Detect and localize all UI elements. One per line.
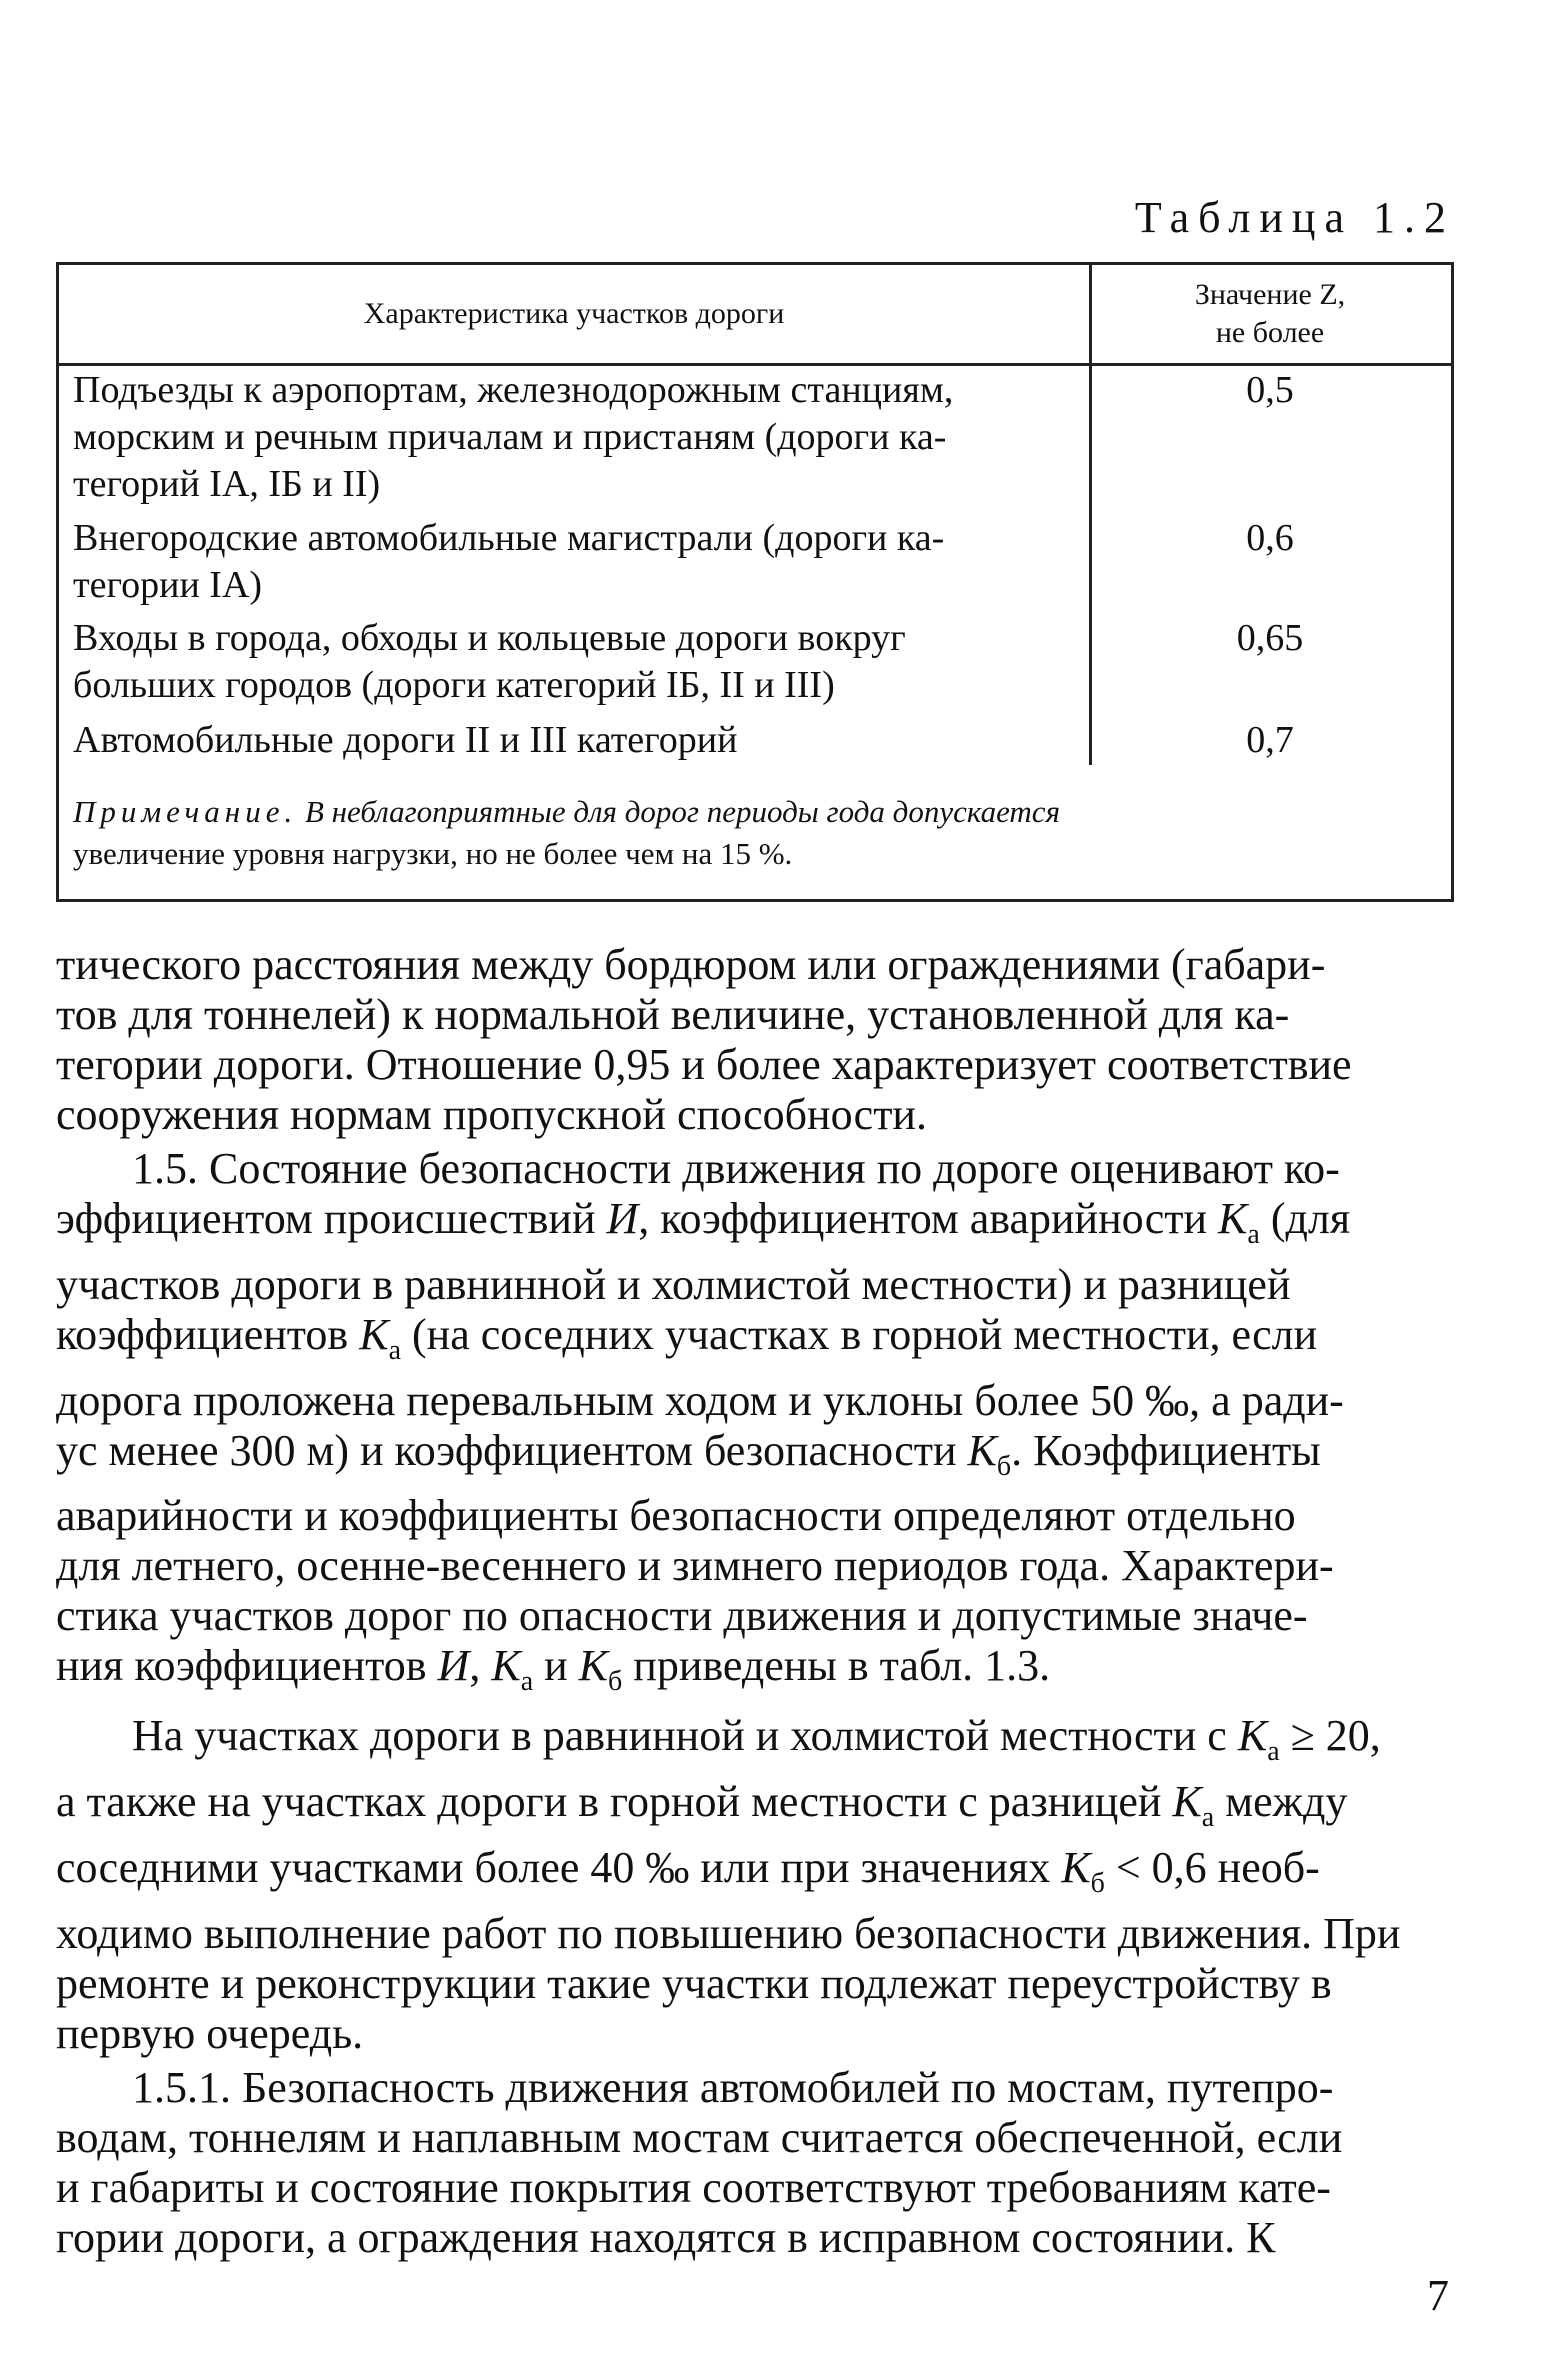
table-caption: Таблица 1.2 bbox=[1134, 193, 1455, 242]
symbol-k: K bbox=[967, 1425, 997, 1475]
page-number: 7 bbox=[1427, 2271, 1449, 2320]
note-text: увеличение уровня нагрузки, но не более чем на 15 %. bbox=[73, 836, 793, 871]
paragraph-line bbox=[56, 1711, 1451, 1777]
body-text bbox=[56, 940, 1451, 2263]
paragraph-line: ходимо выполнение работ по повышению безопасности движения. При bbox=[56, 1908, 1401, 1958]
row-text bbox=[73, 615, 1078, 709]
row-line: тегорий IA, IБ и II) bbox=[73, 463, 381, 505]
row-line: Внегородские автомобильные магистрали (дороги ка- bbox=[73, 517, 945, 559]
text-span: ≥ 20, bbox=[1279, 1711, 1381, 1761]
row-line: тегории IA) bbox=[73, 564, 263, 606]
paragraph-line: тегории дороги. Отношение 0,95 и более характеризует соответствие bbox=[56, 1040, 1352, 1089]
text-span: эффициентом происшествий bbox=[56, 1194, 607, 1243]
header-characteristic: Характеристика участков дороги bbox=[363, 297, 785, 330]
row-value: 0,65 bbox=[1236, 617, 1304, 659]
symbol-k: K bbox=[578, 1641, 609, 1691]
subscript: а bbox=[1247, 1218, 1260, 1250]
paragraph-line bbox=[56, 1426, 1451, 1492]
header-value bbox=[1089, 265, 1451, 363]
subscript: б bbox=[996, 1450, 1012, 1482]
text-span: ния коэффициентов bbox=[56, 1641, 438, 1691]
symbol-k: K bbox=[1061, 1842, 1091, 1892]
row-value: 0,5 bbox=[1246, 369, 1294, 411]
table-header bbox=[59, 265, 1451, 366]
paragraph-line: дорога проложена перевальным ходом и уклоны более 50 ‰, а ради- bbox=[56, 1375, 1344, 1425]
row-line: больших городов (дороги категорий IБ, II и III) bbox=[73, 664, 835, 706]
symbol-k: K bbox=[1237, 1711, 1268, 1761]
paragraph-line: 1.5. Состояние безопасности движения по дороге оценивают ко- bbox=[132, 1144, 1340, 1193]
subscript: а bbox=[388, 1334, 402, 1366]
row-value: 0,6 bbox=[1246, 517, 1294, 559]
subscript: б bbox=[1090, 1867, 1105, 1899]
paragraph-line: участков дороги в равнинной и холмистой местности) и разницей bbox=[56, 1259, 1291, 1309]
symbol-k: K bbox=[1172, 1776, 1202, 1826]
paragraph-line: и габариты и состояние покрытия соответствуют требованиям кате- bbox=[56, 2162, 1331, 2212]
paragraph-line: для летнего, осенне-весеннего и зимнего периодов года. Характери- bbox=[56, 1541, 1334, 1591]
paragraph-line bbox=[56, 1843, 1451, 1909]
subscript: б bbox=[608, 1666, 623, 1698]
paragraph-line: аварийности и коэффициенты безопасности определяют отдельно bbox=[56, 1491, 1296, 1541]
paragraph-line: ремонте и реконструкции такие участки подлежат переустройству в bbox=[56, 1958, 1332, 2008]
symbol-k: K bbox=[359, 1309, 389, 1359]
text-span: соседними участками более 40 ‰ или при значениях bbox=[56, 1842, 1062, 1892]
subscript: а bbox=[1267, 1735, 1280, 1767]
text-span: между bbox=[1214, 1776, 1348, 1826]
text-span: коэффициентов bbox=[56, 1309, 360, 1359]
text-span: . Коэффициенты bbox=[1011, 1425, 1321, 1475]
paragraph-line: 1.5.1. Безопасность движения автомобилей по мостам, путепро- bbox=[132, 2062, 1334, 2112]
text-span: и bbox=[533, 1641, 579, 1691]
paragraph-line: водам, тоннелям и наплавным мостам считается обеспеченной, если bbox=[56, 2112, 1343, 2162]
paragraph-line: первую очередь. bbox=[56, 2008, 364, 2058]
symbol-k: K bbox=[491, 1641, 521, 1691]
paragraph-line bbox=[56, 1641, 1451, 1707]
table-note bbox=[73, 791, 1433, 875]
subscript: а bbox=[520, 1666, 534, 1698]
text-span: (на соседних участках в горной местности, если bbox=[401, 1309, 1318, 1359]
row-line: Входы в города, обходы и кольцевые дороги вокруг bbox=[73, 617, 906, 659]
paragraph-line: тов для тоннелей) к нормальной величине, установленной для ка- bbox=[56, 990, 1290, 1039]
symbol-k: K bbox=[1218, 1194, 1248, 1243]
row-value: 0,7 bbox=[1246, 719, 1294, 761]
text-span: На участках дороги в равнинной и холмистой местности с bbox=[132, 1711, 1238, 1761]
header-value-line1: Значение Z, bbox=[1194, 278, 1346, 311]
data-table bbox=[56, 262, 1454, 902]
paragraph-line: тического расстояния между бордюром или ограждениями (габари- bbox=[56, 940, 1326, 989]
symbol-i: И bbox=[606, 1194, 639, 1243]
text-span: ус менее 300 м) и коэффициентом безопасности bbox=[56, 1425, 968, 1475]
paragraph-line: сооружения нормам пропускной способности. bbox=[56, 1090, 927, 1139]
row-text bbox=[73, 717, 1078, 764]
paragraph-line: стика участков дорог по опасности движения и допустимые значе- bbox=[56, 1591, 1308, 1641]
text-span: , коэффициентом аварийности bbox=[638, 1194, 1219, 1243]
text-span: , bbox=[469, 1641, 492, 1691]
text-span: (для bbox=[1259, 1194, 1351, 1243]
text-span: < 0,6 необ- bbox=[1104, 1842, 1320, 1892]
subscript: а bbox=[1201, 1801, 1215, 1833]
text-span: а также на участках дороги в горной местности с разницей bbox=[56, 1776, 1173, 1826]
note-italic-text: В неблагоприятные для дорог периоды года допускается bbox=[304, 794, 1060, 829]
paragraph-line bbox=[56, 1777, 1451, 1843]
paragraph-line bbox=[56, 1194, 1451, 1260]
paragraph-line bbox=[56, 1310, 1451, 1376]
row-text bbox=[73, 367, 1078, 508]
header-value-line2: не более bbox=[1215, 316, 1325, 349]
row-text bbox=[73, 515, 1078, 609]
row-line: Подъезды к аэропортам, железнодорожным станциям, bbox=[73, 369, 954, 411]
text-span: приведены в табл. 1.3. bbox=[622, 1641, 1051, 1691]
symbol-i: И bbox=[437, 1641, 470, 1691]
row-line: морским и речным причалам и пристаням (дороги ка- bbox=[73, 416, 947, 458]
row-line: Автомобильные дороги II и III категорий bbox=[73, 719, 738, 761]
paragraph-line: гории дороги, а ограждения находятся в исправном состоянии. К bbox=[56, 2212, 1276, 2262]
note-label: Примечание. bbox=[73, 794, 298, 829]
